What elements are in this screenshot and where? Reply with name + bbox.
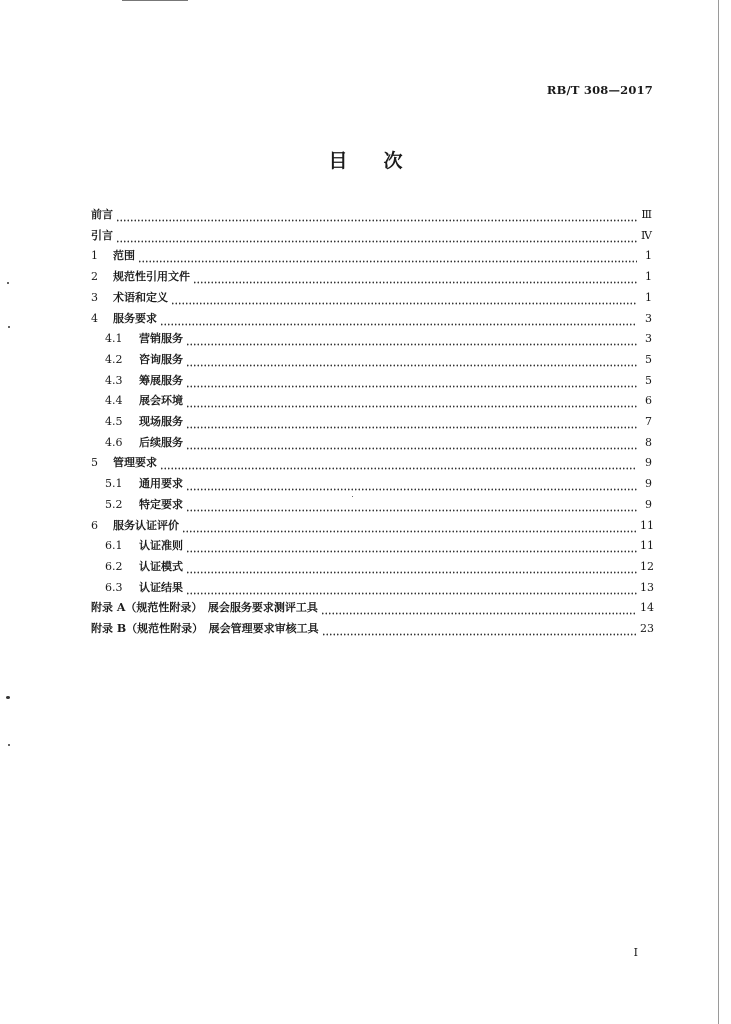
toc-entry[interactable] (105, 413, 652, 429)
toc-entry-label: 特定要求 (139, 497, 183, 511)
toc-entry-page: 7 (645, 415, 652, 428)
toc-entry-page: 1 (645, 290, 652, 304)
toc-entry[interactable] (91, 227, 652, 243)
toc-leader-dots (160, 458, 637, 470)
toc-entry-label: 附录 B（规范性附录） 展会管理要求审核工具 (91, 622, 319, 635)
toc-leader-dots (116, 231, 637, 243)
toc-leader-dots (186, 396, 637, 408)
toc-entry[interactable] (105, 496, 652, 512)
toc-entry-label: 术语和定义 (113, 290, 168, 304)
scan-speck (6, 696, 10, 699)
toc-leader-dots (182, 521, 637, 533)
toc-entry[interactable] (105, 434, 652, 450)
toc-leader-dots (171, 293, 637, 305)
toc-entry[interactable] (91, 620, 652, 636)
toc-entry-number: 6 (91, 518, 98, 532)
toc-entry-label: 认证准则 (139, 539, 183, 553)
toc-entry-label: 认证结果 (139, 580, 183, 594)
toc-entry-number: 4.6 (105, 435, 123, 449)
toc-entry-page: 3 (645, 332, 652, 346)
toc-entry[interactable] (91, 289, 652, 305)
toc-entry[interactable] (105, 579, 652, 595)
toc-entry-number: 4.4 (105, 394, 123, 408)
toc-entry-page: 9 (645, 456, 652, 470)
toc-entry-number: 3 (91, 290, 98, 304)
toc-entry-number: 6.1 (105, 539, 123, 553)
toc-entry[interactable] (105, 351, 652, 367)
toc-entry-label: 认证模式 (139, 559, 183, 573)
toc-entry-page: 11 (640, 539, 654, 553)
toc-entry-page: 14 (640, 601, 654, 615)
toc-entry-page: 9 (645, 497, 652, 511)
toc-leader-dots (322, 624, 637, 636)
toc-leader-dots (186, 438, 637, 450)
toc-leader-dots (186, 479, 637, 491)
page-number: I (633, 946, 638, 959)
toc-entry[interactable] (91, 206, 652, 222)
toc-entry-number: 5.1 (105, 477, 123, 491)
toc-entry-label: 服务要求 (113, 311, 157, 325)
toc-entry[interactable] (105, 537, 652, 553)
toc-entry-label: 筹展服务 (139, 373, 183, 387)
scan-speck (8, 326, 10, 328)
toc-entry-number: 5.2 (105, 497, 123, 511)
toc-leader-dots (186, 583, 637, 595)
scan-speck (8, 744, 10, 746)
toc-entry-number: 2 (91, 270, 98, 284)
toc-entry-label: 前言 (91, 208, 113, 221)
toc-entry-number: 4.5 (105, 415, 123, 428)
toc-entry-label: 现场服务 (139, 415, 183, 428)
toc-leader-dots (186, 562, 637, 574)
toc-entry[interactable] (105, 330, 652, 346)
toc-entry[interactable] (91, 454, 652, 470)
toc-entry-label: 引言 (91, 228, 113, 242)
toc-entry-label: 附录 A（规范性附录） 展会服务要求测评工具 (91, 601, 318, 615)
toc-entry[interactable] (105, 372, 652, 388)
toc-leader-dots (186, 334, 637, 346)
toc-leader-dots (160, 314, 637, 326)
toc-leader-dots (321, 603, 637, 615)
toc-entry-page: 23 (640, 622, 654, 635)
toc-entry-number: 1 (91, 249, 98, 263)
toc-leader-dots (186, 541, 637, 553)
toc-entry-page: 12 (640, 559, 654, 573)
toc-entry-page: 11 (640, 518, 654, 532)
document-number: RB/T 308—2017 (546, 83, 653, 97)
toc-entry[interactable] (91, 599, 652, 615)
toc-entry-label: 规范性引用文件 (113, 270, 190, 284)
scan-speck (352, 496, 353, 497)
toc-leader-dots (186, 376, 637, 388)
toc-entry-label: 展会环境 (139, 394, 183, 408)
toc-entry-number: 5 (91, 456, 98, 470)
toc-leader-dots (186, 355, 637, 367)
scan-speck (7, 282, 9, 284)
toc-leader-dots (193, 272, 637, 284)
toc-entry[interactable] (105, 392, 652, 408)
toc-entry[interactable] (91, 517, 652, 533)
toc-entry[interactable] (91, 310, 652, 326)
toc-entry[interactable] (105, 475, 652, 491)
toc-entry-number: 4.1 (105, 332, 123, 346)
toc-entry-page: 1 (645, 270, 652, 284)
toc-entry-number: 4 (91, 311, 98, 325)
toc-entry-label: 营销服务 (139, 332, 183, 346)
toc-entry-number: 4.3 (105, 373, 123, 387)
toc-entry-page: 1 (645, 249, 652, 263)
toc-leader-dots (138, 251, 637, 263)
toc-entry-label: 后续服务 (139, 435, 183, 449)
toc-entry-label: 通用要求 (139, 477, 183, 491)
toc-entry-number: 6.2 (105, 559, 123, 573)
toc-entry-page: 5 (645, 373, 652, 387)
toc-title: 目次 (328, 150, 439, 172)
toc-entry-page: 8 (645, 435, 652, 449)
toc-entry-page: Ⅲ (641, 208, 652, 221)
toc-entry[interactable] (91, 247, 652, 263)
scan-artifact-line (122, 0, 188, 1)
toc-entry-page: Ⅳ (641, 228, 652, 242)
toc-entry-page: 9 (645, 477, 652, 491)
toc-leader-dots (186, 417, 637, 429)
toc-leader-dots (116, 210, 637, 222)
toc-entry-page: 5 (645, 352, 652, 366)
toc-entry-label: 管理要求 (113, 456, 157, 470)
toc-entry-label: 范围 (113, 249, 135, 263)
toc-entry[interactable] (105, 558, 652, 574)
toc-entry-label: 咨询服务 (139, 352, 183, 366)
toc-entry-label: 服务认证评价 (113, 518, 179, 532)
toc-leader-dots (186, 500, 637, 512)
toc-entry[interactable] (91, 268, 652, 284)
toc-entry-number: 6.3 (105, 580, 123, 594)
toc-entry-page: 6 (645, 394, 652, 408)
toc-entry-page: 3 (645, 311, 652, 325)
toc-entry-page: 13 (640, 580, 654, 594)
toc-entry-number: 4.2 (105, 352, 123, 366)
